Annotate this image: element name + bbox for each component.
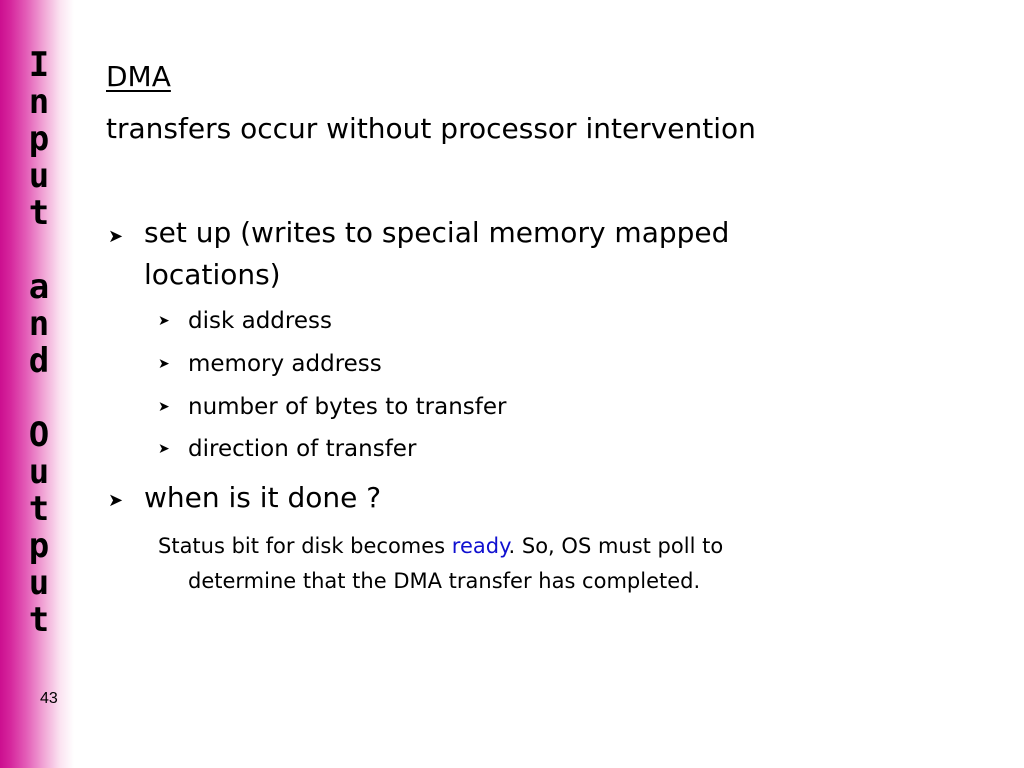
title-letter: u (28, 156, 50, 196)
title-letter: t (28, 193, 50, 233)
bullet-setup (144, 212, 729, 296)
arrow-bullet-icon: ➤ (158, 399, 170, 415)
title-letter: p (28, 119, 50, 159)
title-letter: n (28, 82, 50, 122)
title-letter: t (28, 600, 50, 640)
arrow-bullet-icon: ➤ (158, 356, 170, 372)
arrow-bullet-icon: ➤ (108, 490, 124, 511)
arrow-bullet-icon: ➤ (108, 226, 124, 247)
title-letter: O (28, 415, 50, 455)
title-letter: n (28, 304, 50, 344)
bullet-setup-line1: set up (writes to special memory mapped (144, 216, 730, 249)
title-letter: p (28, 526, 50, 566)
status-suffix: . So, OS must poll to (508, 534, 724, 558)
sub-bullet-memory-address: memory address (188, 351, 382, 377)
status-ready-highlight: ready (451, 534, 509, 558)
page-number: 43 (40, 690, 58, 707)
title-letter: t (28, 489, 50, 529)
bullet-when-done: when is it done ? (144, 481, 382, 514)
title-letter: I (28, 45, 50, 85)
status-prefix: Status bit for disk becomes (158, 534, 452, 558)
status-paragraph (158, 529, 958, 599)
sub-bullet-direction: direction of transfer (188, 436, 417, 462)
title-letter: u (28, 452, 50, 492)
title-letter: u (28, 563, 50, 603)
vertical-section-title (14, 45, 64, 648)
title-letter: a (28, 267, 50, 307)
status-line-1 (158, 529, 958, 564)
sub-bullet-number-of-bytes: number of bytes to transfer (188, 394, 507, 420)
arrow-bullet-icon: ➤ (158, 313, 170, 329)
status-line-2: determine that the DMA transfer has completed. (188, 569, 701, 593)
arrow-bullet-icon: ➤ (158, 441, 170, 457)
slide-heading: DMA (106, 60, 171, 93)
sub-bullet-disk-address: disk address (188, 308, 332, 334)
slide-subheading: transfers occur without processor intervention (106, 112, 756, 145)
bullet-setup-line2: locations) (144, 258, 281, 291)
title-letter: d (28, 341, 50, 381)
